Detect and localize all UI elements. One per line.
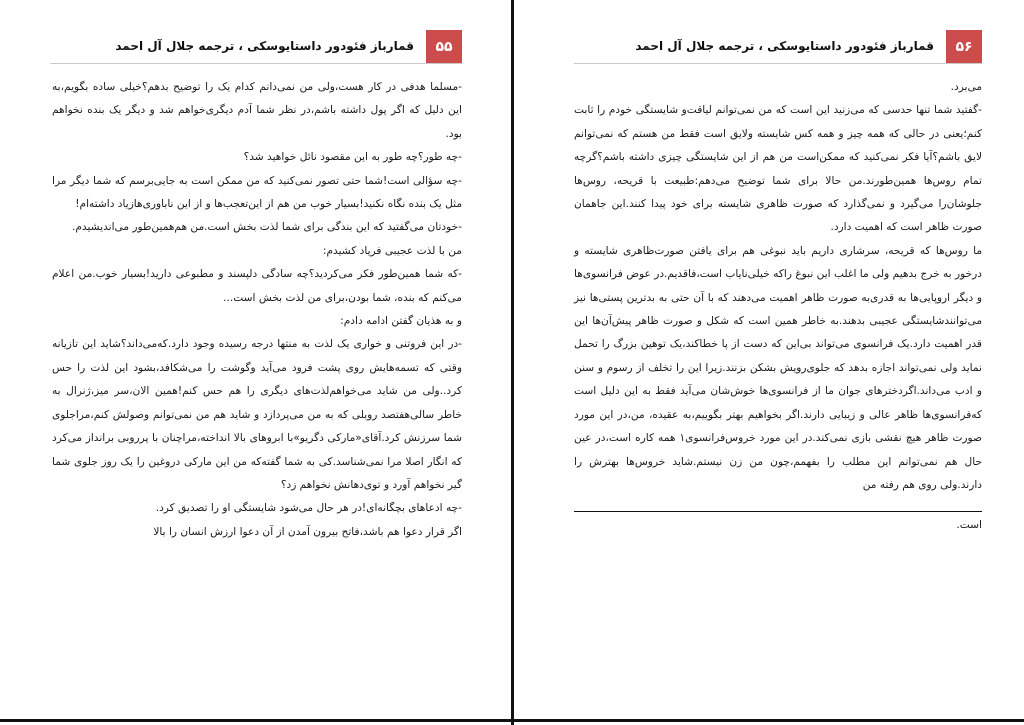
- paragraph: -که شما همین‌طور فکر می‌کردید؟چه سادگی دلپسند و مطبوعی دارید!بسیار خوب.من اعلام می‌کنم که بنده، شما بودن،برای من لذت بخش است...: [52, 268, 462, 304]
- paragraph: و به هذیان گفتن ادامه دادم:: [340, 315, 462, 328]
- paragraph: -چه سؤالی است!شما حتی تصور نمی‌کنید که من ممکن است به جایی‌برسم که شما دیگر مرا مثل یک بنده نگاه نکنید!بسیار خوب من هم از این‌تعجب‌ها و از این ناباوری‌هازیاد داشته‌ام!: [52, 174, 462, 211]
- right-page-body: [574, 76, 982, 497]
- running-title: قمارباز فئودور داستایوسکی ، ترجمه جلال آل احمد: [115, 39, 414, 53]
- paragraph: -در این فروتنی و خواری یک لذت به منتها درجه رسیده وجود دارد.که‌می‌داند؟شاید این تازیانه وقتی که تسمه‌هایش روی پشت فرود می‌آید وگوشت را می‌شکافد،بشود این لذت را حس کرد..ولی من شاید می‌خواهم‌لذت‌های دیگری را هم حس کنم!همین الان،سر میز،ژنرال به خاطر سالی‌هفتصد روبلی که به من می‌پردازد و شاید هم من نمی‌توانم وصولش کنم،مراجلوی شما سرزنش کرد.آقای«مارکی دگریو»با ابروهای بالا انداخته،مراچنان با پرروبی برانداز می‌کرد که انگار اصلا مرا نمی‌شناسد.کی به شما گفته‌که من این مارکی دروغین را یک روز جلوی شما گیر نخواهم آورد و توی‌دهانش نخواهم زد؟: [52, 338, 462, 491]
- footnote-divider: [574, 511, 982, 512]
- paragraph: -چه ادعاهای بچگانه‌ای!در هر حال می‌شود شایستگی او را تصدیق کرد.: [155, 502, 462, 515]
- footnote: است.: [956, 519, 982, 531]
- paragraph: می‌برد.: [950, 81, 982, 93]
- page-bottom-edge: [0, 719, 1024, 722]
- right-page: [514, 0, 1024, 725]
- page-number: ۵۶: [946, 30, 982, 64]
- left-page-header: [50, 30, 462, 64]
- paragraph: اگر قرار دعوا هم باشد،فاتح بیرون آمدن از آن دعوا ارزش انسان را بالا: [153, 525, 462, 538]
- paragraph: ما روس‌ها که قریحه، سرشاری داریم باید نبوغی هم برای یافتن صورت‌ظاهری شایسته و درخور به خرج بدهیم ولی ما اغلب این نبوغ راکه خیلی‌نایاب است،فاقدیم.در عوض فرانسوی‌ها و دیگر اروپایی‌ها به قدری‌به صورت ظاهر اهمیت می‌دهند که با آن حتی به بدترین پستی‌ها نیز می‌توانندشایستگی عجیبی بدهند.به خاطر همین است که شکل و صورت ظاهر پیش‌آن‌ها این قدر اهمیت دارد.یک فرانسوی می‌تواند بی‌این که دست از پا خطاکند،یک توهین بزرگ را تحمل نماید ولی نمی‌تواند اجازه بدهد که جلوی‌رویش بشکن بزنند.زیرا این را تخلف از رسوم و سنن و ادب می‌داند.اگردختر‌های جوان ما از فرانسوی‌ها خوش‌شان می‌آید فقط به این دلیل است که‌فرانسوی‌ها ظاهر عالی و زیبایی دارند.اگر بخواهیم بهتر بگوییم،به عقیده، من،در این مورد صورت ظاهر هیچ نقشی بازی نمی‌کند.در این مورد خروس‌فرانسوی۱ همه کاره است،در عین حال هم نمی‌توانم این مطلب را بفهمم،چون من زن نیستم.شاید خروس‌ها بهترش را دارند.ولی روی هم رفته من: [574, 244, 983, 491]
- paragraph: -خودتان می‌گفتید که این بندگی برای شما لذت بخش است.من هم‌همین‌طور می‌اندیشیدم.: [72, 221, 462, 234]
- running-title: قمارباز فئودور داستایوسکی ، ترجمه جلال آل احمد: [635, 39, 934, 53]
- page-number: ۵۵: [426, 30, 462, 64]
- header-divider: [574, 63, 982, 64]
- paragraph: -چه طور؟چه طور به این مقصود نائل خواهید شد؟: [243, 151, 462, 164]
- right-page-header: [574, 30, 982, 64]
- paragraph: من با لذت عجیبی فریاد کشیدم:: [322, 244, 462, 257]
- left-page-body: [52, 76, 462, 544]
- header-divider: [50, 63, 462, 64]
- paragraph: -مسلما هدفی در کار هست،ولی من نمی‌دانم کدام یک را توضیح بدهم؟خیلی ساده بگویم،به این دلیل که اگر پول داشته باشم،در نظر شما آدم دیگری‌خواهم شد و دیگر یک بنده نخواهم بود.: [52, 81, 462, 140]
- paragraph: -گفتید شما تنها حدسی که می‌زنید این است که من نمی‌توانم لیاقت‌و شایستگی خودم را ثابت کنم؛یعنی در حالی که همه چیز و همه کس شایسته ولایق است فقط من هستم که نمی‌توانم لایق باشم؟آیا فکر نمی‌کنید که ممکن‌است من هم از این شایستگی چیزی داشته باشم؟گرچه تمام روس‌ها همین‌طورند.من حالا برای شما توضیح می‌دهم:طبیعت با قریحه، روس‌ها جلوشان‌را می‌گیرد و نمی‌گذارد که صورت ظاهری شایسته برای خود پیدا کنند.این جاهمان صورت ظاهر است که اهمیت دارد.: [574, 104, 982, 234]
